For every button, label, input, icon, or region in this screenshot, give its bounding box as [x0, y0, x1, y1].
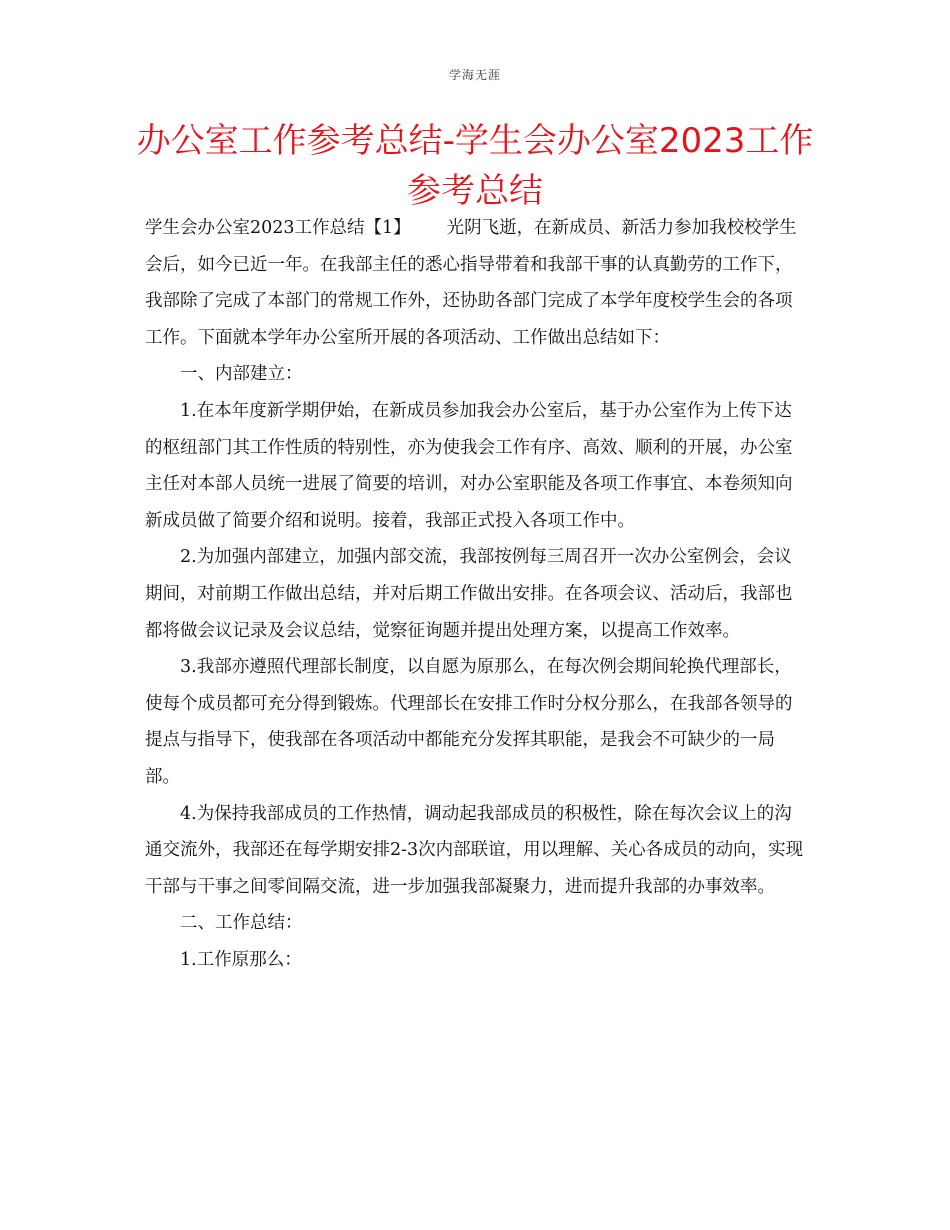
- paragraph-item-3: 3.我部亦遵照代理部长制度，以自愿为原那么，在每次例会期间轮换代理部长，使每个成员都可充分得到锻炼。代理部长在安排工作时分权分那么，在我部各领导的提点与指导下，使我部在各项活动中都能充分发挥其职能，是我会不可缺少的一局部。: [145, 657, 793, 787]
- header-note: 学海无涯: [448, 68, 501, 82]
- paragraph-item-4: 4.为保持我部成员的工作热情，调动起我部成员的积极性，除在每次会议上的沟通交流外，我部还在每学期安排2-3次内部联谊，用以理解、关心各成员的动向，实现干部与干事之间零间隔交流，进一步加强我部凝聚力，进而提升我部的办事效率。: [145, 803, 804, 897]
- intro-label: 学生会办公室2023工作总结【1】: [145, 218, 411, 238]
- section-heading-internal: 一、内部建立：: [180, 364, 303, 385]
- paragraph-item-1: 1.在本年度新学期伊始，在新成员参加我会办公室后，基于办公室作为上传下达的枢纽部门其工作性质的特别性，亦为使我会工作有序、高效、顺利的开展，办公室主任对本部人员统一进展了简要的培训，对办公室职能及各项工作事宜、本卷须知向新成员做了简要介绍和说明。接着，我部正式投入各项工作中。: [145, 400, 793, 531]
- intro-text: 光阴飞逝，在新成员、新活力参加我校校学生会后，如今已近一年。在我部主任的悉心指导带着和我部干事的认真勤劳的工作下，我部除了完成了本部门的常规工作外，还协助各部门完成了本学年度校学生会的各项工作。下面就本学年办公室所开展的各项活动、工作做出总结如下：: [145, 218, 797, 348]
- intro-paragraph: [145, 210, 805, 356]
- section-heading-summary: 二、工作总结：: [180, 913, 303, 934]
- paragraph-work-principle: 1.工作原那么：: [180, 949, 302, 970]
- document-title: 办公室工作参考总结-学生会办公室2023工作参考总结: [136, 121, 814, 211]
- paragraph-item-2: 2.为加强内部建立，加强内部交流，我部按例每三周召开一次办公室例会，会议期间，对前期工作做出总结，并对后期工作做出安排。在各项会议、活动后，我部也都将做会议记录及会议总结，觉察征询题并提出处理方案，以提高工作效率。: [145, 547, 793, 641]
- document-body: [145, 210, 805, 978]
